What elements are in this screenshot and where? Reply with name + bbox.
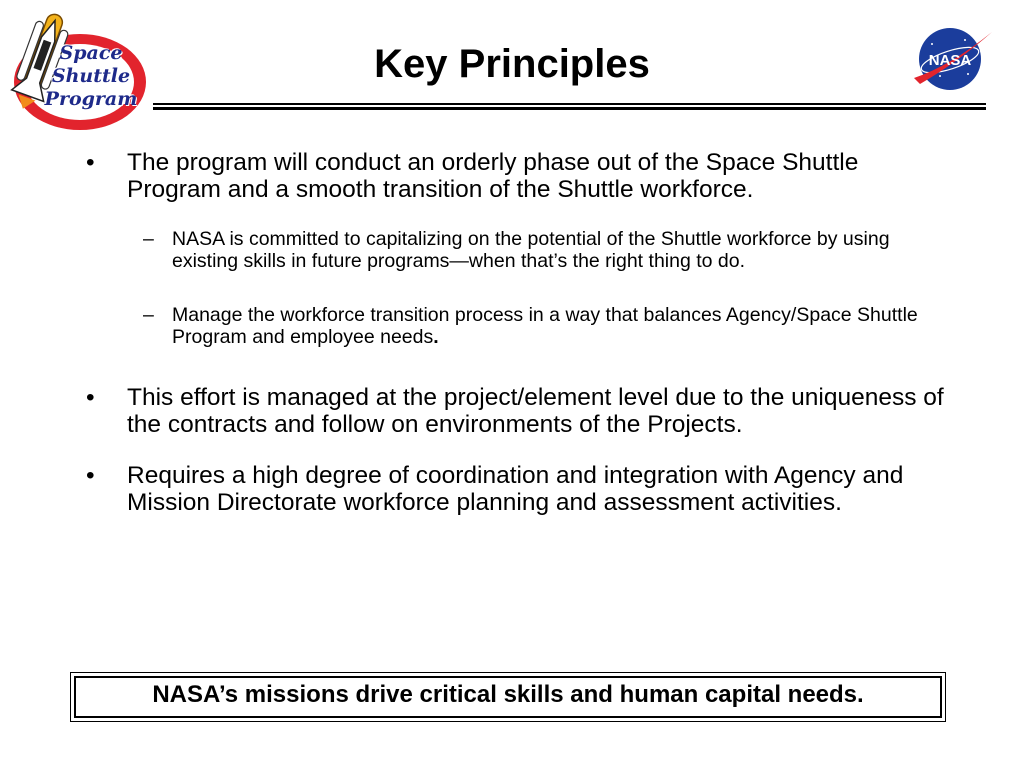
title-rule-thick — [153, 107, 986, 110]
logo-text: Space Shuttle Program — [44, 42, 138, 110]
bullet-marker: • — [86, 462, 95, 489]
nasa-logo-text: NASA — [928, 52, 972, 69]
page-title: Key Principles — [374, 42, 650, 86]
nasa-logo — [910, 26, 994, 92]
bullet-text: Requires a high degree of coordination and integration with Agency and Mission Directorate workforce planning and assessment activities. — [127, 462, 904, 516]
dash-marker: – — [143, 304, 154, 326]
dash-marker: – — [143, 228, 154, 250]
sub-bullet-item — [86, 228, 946, 272]
bullet-text: The program will conduct an orderly phase out of the Space Shuttle Program and a smooth transition of the Shuttle workforce. — [127, 149, 859, 203]
bullet-item — [86, 149, 946, 203]
bullet-marker: • — [86, 149, 95, 176]
sub-bullet-text: NASA is committed to capitalizing on the potential of the Shuttle workforce by using existing skills in future programs—when that’s the right thing to do. — [172, 228, 890, 272]
bullet-marker: • — [86, 384, 95, 411]
sub-bullet-emphasis: . — [433, 326, 439, 348]
title-rule — [153, 103, 986, 105]
bullet-text: This effort is managed at the project/element level due to the uniqueness of the contracts and follow on environments of the Projects. — [127, 384, 944, 438]
sub-bullet-text: Manage the workforce transition process in a way that balances Agency/Space Shuttle Program and employee needs — [172, 304, 918, 348]
bullet-list — [86, 149, 946, 516]
bullet-item — [86, 462, 946, 516]
sub-bullet-item — [86, 304, 946, 348]
bullet-item — [86, 384, 946, 438]
callout-text: NASA’s missions drive critical skills and human capital needs. — [152, 681, 864, 708]
callout-box — [70, 672, 946, 722]
